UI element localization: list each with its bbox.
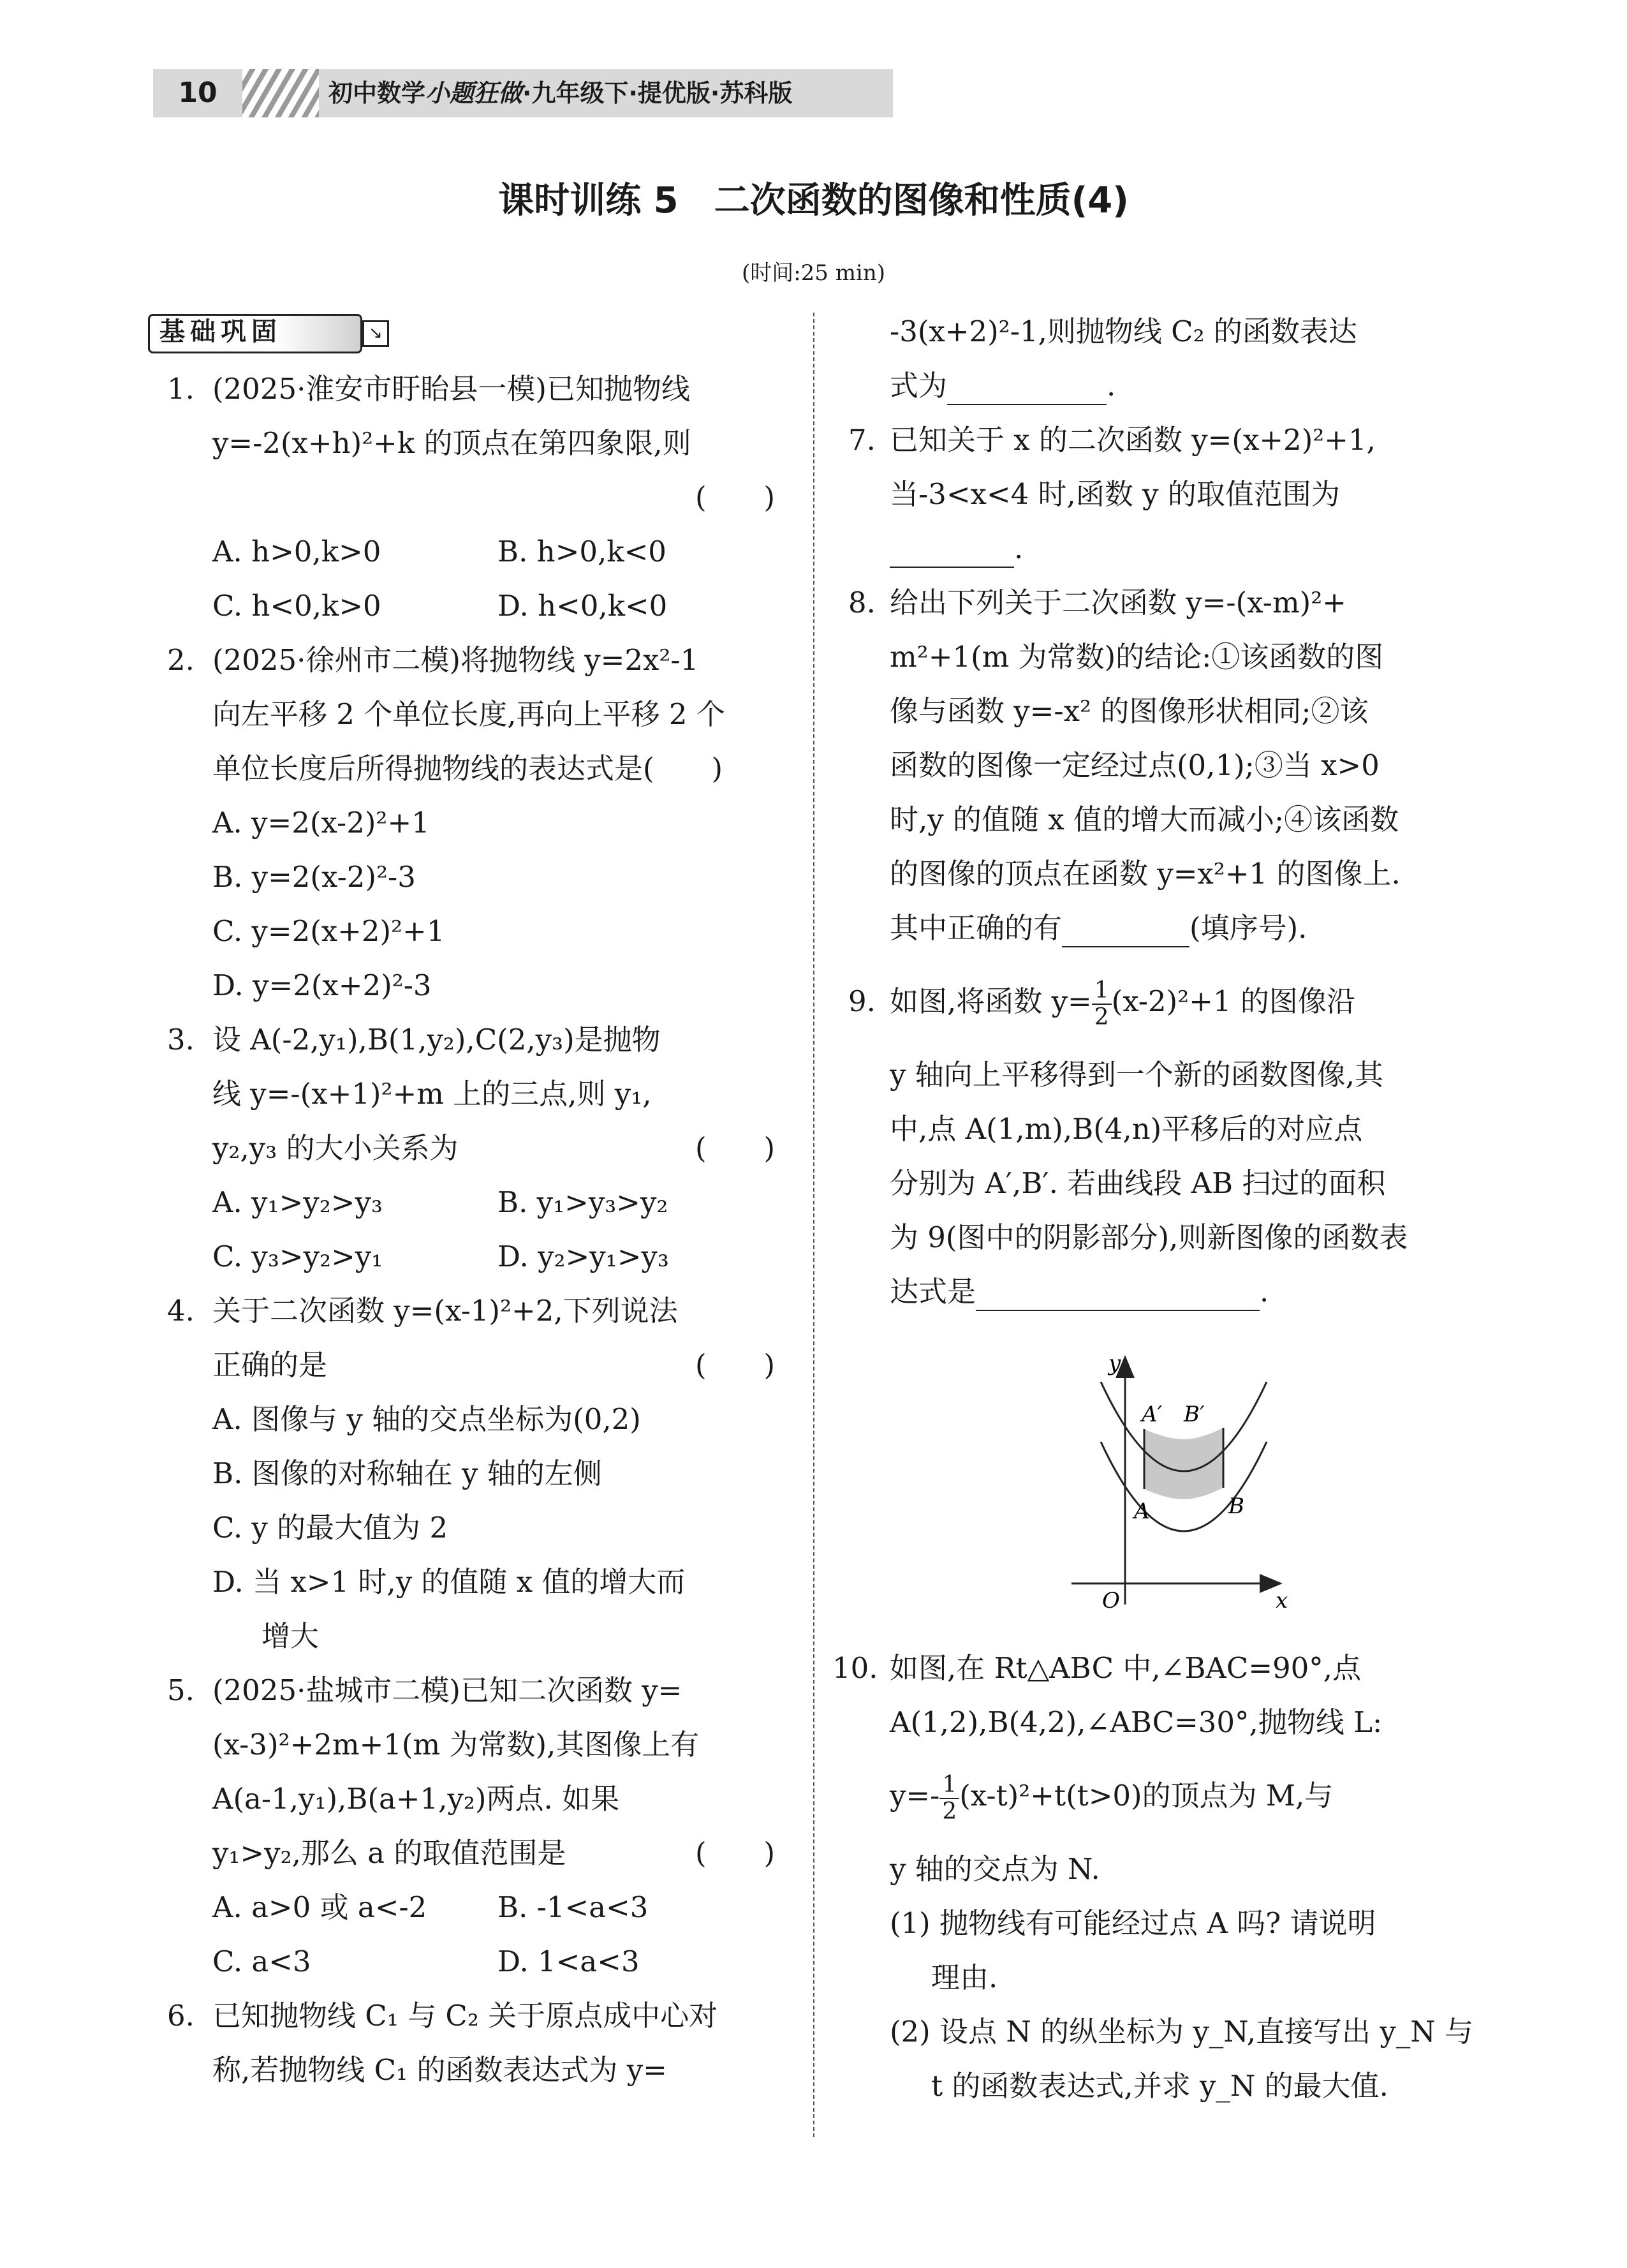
q10-number: 10. xyxy=(832,1651,878,1685)
q4-line: 关于二次函数 y=(x-1)²+2,下列说法 xyxy=(212,1294,678,1328)
q9-text: 如图,将函数 y= xyxy=(890,984,1092,1018)
q1-answer-paren: ( ) xyxy=(695,480,776,514)
q9-line xyxy=(890,973,1355,1030)
q8-answer-blank[interactable] xyxy=(1062,918,1189,947)
q2-option-a: A. y=2(x-2)²+1 xyxy=(212,806,430,840)
q8-line: 函数的图像一定经过点(0,1);③当 x>0 xyxy=(890,748,1380,782)
q4-line: 正确的是 xyxy=(212,1348,328,1382)
q5-line: (2025·盐城市二模)已知二次函数 y= xyxy=(212,1673,682,1707)
q9-period: . xyxy=(1260,1275,1269,1308)
q10-part1: (1) 抛物线有可能经过点 A 吗? 请说明 xyxy=(890,1906,1376,1940)
series-prefix: 初中数学 xyxy=(328,79,426,107)
q4-option-d-cont: 增大 xyxy=(261,1619,320,1653)
q3-line: 设 A(-2,y₁),B(1,y₂),C(2,y₃)是抛物 xyxy=(212,1023,661,1056)
q5-option-b: B. -1<a<3 xyxy=(497,1890,649,1924)
q5-number: 5. xyxy=(167,1673,195,1707)
q10-text: (x-t)²+t(t>0)的顶点为 M,与 xyxy=(959,1779,1334,1812)
q4-option-a: A. 图像与 y 轴的交点坐标为(0,2) xyxy=(212,1402,641,1436)
q1-line: (2025·淮安市盱眙县一模)已知抛物线 xyxy=(212,372,690,406)
q1-option-c: C. h<0,k>0 xyxy=(212,589,381,623)
point-B-prime-label: B′ xyxy=(1184,1402,1205,1427)
y-axis-label: y xyxy=(1108,1351,1121,1376)
q4-option-d: D. 当 x>1 时,y 的值随 x 值的增大而 xyxy=(212,1565,686,1599)
q3-line: 线 y=-(x+1)²+m 上的三点,则 y₁, xyxy=(212,1077,652,1111)
series-title xyxy=(328,69,792,117)
q2-line: 单位长度后所得抛物线的表达式是( ) xyxy=(212,752,723,785)
point-B-label: B xyxy=(1228,1493,1244,1519)
q8-line: 的图像的顶点在函数 y=x²+1 的图像上. xyxy=(890,857,1401,891)
x-axis-label: x xyxy=(1276,1588,1288,1613)
q4-number: 4. xyxy=(167,1294,195,1328)
q10-part2-cont: t 的函数表达式,并求 y_N 的最大值. xyxy=(931,2069,1388,2103)
q8-line: 时,y 的值随 x 值的增大而减小;④该函数 xyxy=(890,803,1399,836)
q9-line: y 轴向上平移得到一个新的函数图像,其 xyxy=(890,1058,1384,1092)
q9-text: (x-2)²+1 的图像沿 xyxy=(1111,984,1355,1018)
column-divider xyxy=(813,313,814,2137)
q2-option-b: B. y=2(x-2)²-3 xyxy=(212,860,416,894)
fraction-numerator: 1 xyxy=(939,1772,959,1799)
q8-line: m²+1(m 为常数)的结论:①该函数的图 xyxy=(890,640,1384,674)
q3-answer-paren: ( ) xyxy=(695,1131,776,1165)
q3-option-b: B. y₁>y₃>y₂ xyxy=(497,1185,668,1219)
q9-number: 9. xyxy=(848,984,876,1018)
point-A-label: A xyxy=(1134,1499,1150,1524)
q5-option-d: D. 1<a<3 xyxy=(497,1945,640,1978)
shaded-region xyxy=(1144,1428,1223,1499)
q7-period: . xyxy=(1014,531,1024,565)
q5-option-c: C. a<3 xyxy=(212,1945,311,1978)
origin-label: O xyxy=(1102,1588,1120,1613)
q2-number: 2. xyxy=(167,643,195,677)
q9-parabola-figure xyxy=(1059,1346,1301,1614)
page-title: 课时训练 5 二次函数的图像和性质(4) xyxy=(498,180,1129,221)
q9-text: 达式是 xyxy=(890,1275,976,1308)
q3-option-d: D. y₂>y₁>y₃ xyxy=(497,1240,669,1273)
time-limit: (时间:25 min) xyxy=(741,260,886,286)
q6-line: -3(x+2)²-1,则抛物线 C₂ 的函数表达 xyxy=(890,315,1357,348)
fraction-numerator: 1 xyxy=(1092,978,1112,1005)
brand-logo: 小题狂做 xyxy=(425,78,523,107)
q7-line: 当-3<x<4 时,函数 y 的取值范围为 xyxy=(890,477,1340,511)
q1-number: 1. xyxy=(167,372,195,406)
q7-line: 已知关于 x 的二次函数 y=(x+2)²+1, xyxy=(890,423,1376,457)
q2-option-d: D. y=2(x+2)²-3 xyxy=(212,968,432,1002)
q6-text: 式为 xyxy=(890,369,948,403)
q7-answer-blank[interactable] xyxy=(890,538,1014,568)
q1-option-b: B. h>0,k<0 xyxy=(497,535,666,568)
q9-line: 中,点 A(1,m),B(4,n)平移后的对应点 xyxy=(890,1112,1363,1146)
q6-line: 称,若抛物线 C₁ 的函数表达式为 y= xyxy=(212,2053,667,2087)
q8-line: 给出下列关于二次函数 y=-(x-m)²+ xyxy=(890,586,1346,619)
q7-number: 7. xyxy=(848,423,876,457)
q9-answer-blank[interactable] xyxy=(976,1282,1260,1311)
q10-line: A(1,2),B(4,2),∠ABC=30°,抛物线 L: xyxy=(890,1705,1383,1739)
q8-blank-line xyxy=(890,909,1307,947)
q3-option-c: C. y₃>y₂>y₁ xyxy=(212,1240,383,1273)
q2-line: 向左平移 2 个单位长度,再向上平移 2 个 xyxy=(212,697,725,731)
header-stripes xyxy=(242,69,319,117)
q2-option-c: C. y=2(x+2)²+1 xyxy=(212,914,445,948)
section-label: 基础巩固 xyxy=(159,317,282,346)
q5-option-a: A. a>0 或 a<-2 xyxy=(212,1890,427,1924)
q3-line: y₂,y₃ 的大小关系为 xyxy=(212,1131,459,1165)
q3-number: 3. xyxy=(167,1023,195,1056)
q10-part1-cont: 理由. xyxy=(931,1960,998,1994)
q10-line xyxy=(890,1767,1333,1825)
q8-text: 其中正确的有 xyxy=(890,911,1063,945)
q6-line: 已知抛物线 C₁ 与 C₂ 关于原点成中心对 xyxy=(212,1999,718,2033)
q4-option-c: C. y 的最大值为 2 xyxy=(212,1511,448,1545)
fraction-one-half xyxy=(1092,978,1112,1030)
q4-option-b: B. 图像的对称轴在 y 轴的左侧 xyxy=(212,1456,602,1490)
q8-number: 8. xyxy=(848,586,876,619)
arrow-icon: ↘ xyxy=(362,320,389,347)
q6-number: 6. xyxy=(167,1999,195,2033)
q1-option-a: A. h>0,k>0 xyxy=(212,535,381,568)
q7-blank-line xyxy=(890,530,1023,568)
q6-blank-line xyxy=(890,367,1115,405)
q10-line: y 轴的交点为 N. xyxy=(890,1852,1100,1886)
q8-line: 像与函数 y=-x² 的图像形状相同;②该 xyxy=(890,694,1369,728)
q9-line: 为 9(图中的阴影部分),则新图像的函数表 xyxy=(890,1220,1408,1254)
q4-answer-paren: ( ) xyxy=(695,1348,776,1382)
q3-option-a: A. y₁>y₂>y₃ xyxy=(212,1185,383,1219)
q1-option-d: D. h<0,k<0 xyxy=(497,589,668,623)
q6-answer-blank[interactable] xyxy=(947,376,1107,405)
fraction-denominator: 2 xyxy=(942,1798,957,1825)
fraction-one-half xyxy=(939,1772,959,1825)
q5-answer-paren: ( ) xyxy=(695,1836,776,1870)
q10-text: y=- xyxy=(890,1779,940,1812)
q10-part2: (2) 设点 N 的纵坐标为 y_N,直接写出 y_N 与 xyxy=(890,2015,1473,2049)
fraction-denominator: 2 xyxy=(1094,1004,1109,1030)
series-suffix: ·九年级下·提优版·苏科版 xyxy=(522,79,793,107)
q5-line: y₁>y₂,那么 a 的取值范围是 xyxy=(212,1836,566,1870)
q8-text: (填序号). xyxy=(1189,911,1307,945)
q2-line: (2025·徐州市二模)将抛物线 y=2x²-1 xyxy=(212,643,699,677)
q5-line: (x-3)²+2m+1(m 为常数),其图像上有 xyxy=(212,1728,700,1761)
q6-period: . xyxy=(1107,369,1116,403)
point-A-prime-label: A′ xyxy=(1142,1402,1163,1427)
q5-line: A(a-1,y₁),B(a+1,y₂)两点. 如果 xyxy=(212,1782,620,1816)
page-number: 10 xyxy=(178,77,217,109)
q9-line: 分别为 A′,B′. 若曲线段 AB 扫过的面积 xyxy=(890,1166,1386,1200)
q9-blank-line xyxy=(890,1273,1269,1311)
q1-line: y=-2(x+h)²+k 的顶点在第四象限,则 xyxy=(212,426,691,460)
q10-line: 如图,在 Rt△ABC 中,∠BAC=90°,点 xyxy=(890,1651,1362,1685)
